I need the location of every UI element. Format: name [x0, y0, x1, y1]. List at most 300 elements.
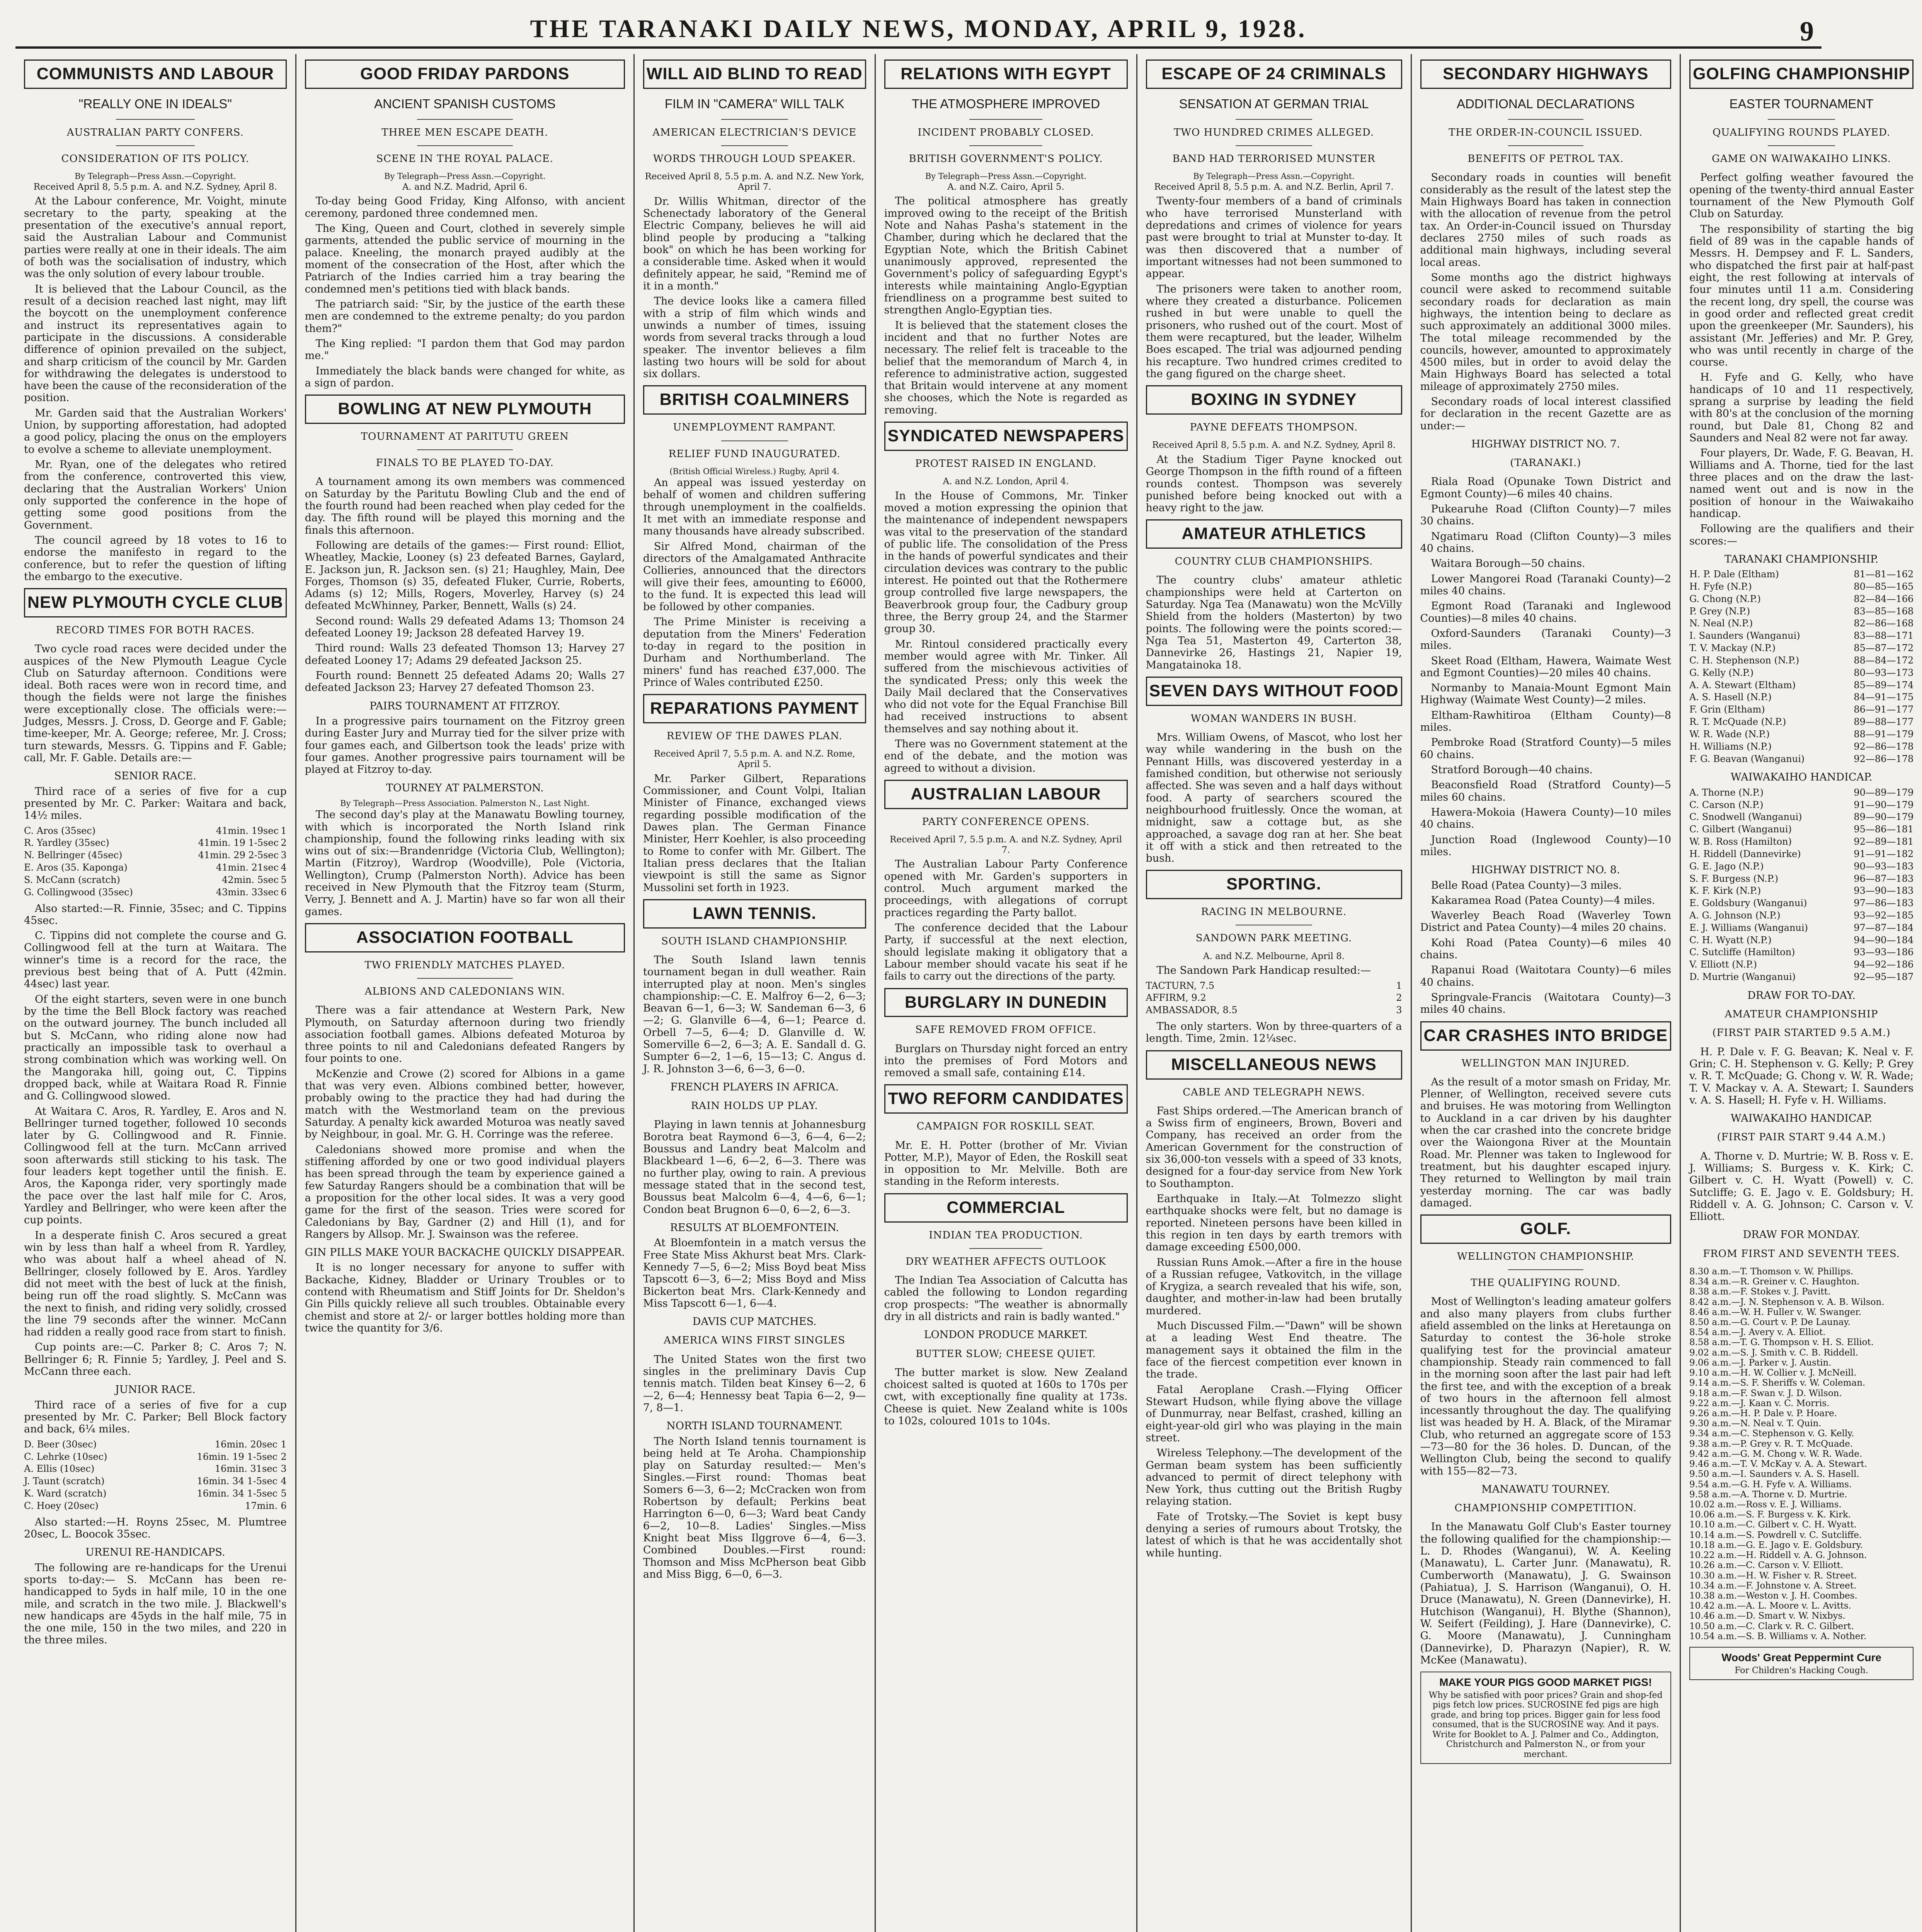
subdeck: FINALS TO BE PLAYED TO-DAY.	[376, 457, 554, 469]
rule	[417, 978, 513, 979]
subdeck: WORDS THROUGH LOUD SPEAKER.	[653, 153, 856, 165]
column-6	[1412, 54, 1681, 1932]
subdeck: AMATEUR CHAMPIONSHIP	[1725, 1009, 1878, 1020]
paragraph: Dr. Willis Whitman, director of the Schenectady laboratory of the General Electric Company, believes he will aid blind people by producing a "talking book" on which he has been working for a considerable time. Asked when it would definitely appear, he said, "Remind me of it in a month."	[643, 195, 866, 292]
subdeck: TWO FRIENDLY MATCHES PLAYED.	[364, 959, 565, 971]
list-item: Lower Mangorei Road (Taranaki County)—2 miles 40 chains.	[1420, 573, 1671, 597]
paragraph: Mr. Garden said that the Australian Workers' Union, by supporting afforestation, had adopted a good policy, placing the onus on the employers to evolve a scheme to alleviate unemployment.	[24, 407, 287, 456]
table-row: K. F. Kirk (N.P.) 93—90—183	[1689, 885, 1914, 896]
subdeck: REVIEW OF THE DAWES PLAN.	[666, 730, 843, 742]
paragraph: Sir Alfred Mond, chairman of the directors of the Amalgamated Anthracite Collieries, announced that the directors will give their fees, amounting to £6000, to the fund. It is expected this lead will be followed by other companies.	[643, 540, 866, 613]
paragraph: Wireless Telephony.—The development of the German beam system has been sufficiently advanced to permit of direct telephony with New York, thus cutting out the British Rugby relaying station.	[1146, 1447, 1402, 1508]
table-row: E. J. Williams (Wanganui) 97—87—184	[1689, 922, 1914, 933]
subdeck: AUSTRALIAN PARTY CONFERS.	[66, 127, 244, 139]
dateline: A. and N.Z. Cairo, April 5.	[947, 182, 1064, 192]
taranaki-scores-table	[1689, 568, 1913, 765]
subdeck: AMERICA WINS FIRST SINGLES	[664, 1335, 846, 1347]
subheading: TOURNEY AT PALMERSTON.	[386, 782, 544, 794]
table-row: TACTURN, 7.5 1	[1146, 980, 1402, 991]
headline-bowling: BOWLING AT NEW PLYMOUTH	[305, 395, 625, 424]
paragraph: The prisoners were taken to another room, where they created a disturbance. Policemen rushed in but were unable to quell the prisoners, who rushed out of the court. Most of them were recaptured, but the leader, Wilhelm Boes escaped. The trial was adjourned pending his recapture. Two hundred crimes credited to the gang figured on the charge sheet.	[1146, 283, 1402, 380]
dateline: A. and N.Z. London, April 4.	[943, 476, 1069, 487]
paragraph: The Prime Minister is receiving a deputation from the Miners' Federation to-day in regard to the position in Durham and Northumberland. The miners' fund has reached £37,000. The Prince of Wales contributed £250.	[643, 616, 866, 689]
advert-body: It is no longer necessary for anyone to suffer with Backache, Kidney, Bladder or Urinary Troubles or to contend with Rheumatism and Stiff Joints for Dr. Sheldon's Gin Pills quickly relieve all such troubles. Obtainable every chemist and store at 2/- or larger bottles holding more than twice the quantity for 3/6.	[305, 1262, 625, 1335]
wire-credit: By Telegraph—Press Association. Palmerston N., Last Night.	[340, 798, 590, 808]
paragraph: Perfect golfing weather favoured the opening of the twenty-third annual Easter tournament of the New Plymouth Golf Club on Saturday.	[1689, 172, 1914, 220]
rule	[116, 119, 195, 120]
column-2	[296, 54, 635, 1932]
subdeck: WELLINGTON MAN INJURED.	[1461, 1057, 1630, 1069]
rule	[417, 449, 513, 450]
advert-body: For Children's Hacking Cough.	[1735, 1665, 1868, 1675]
paragraph: It is believed that the statement closes the incident and that no further Notes are necessary. The relief felt is traceable to the belief that the memorandum of March 4, in reference to administrative action, suggested that Britain would intervene at any moment she chooses, which the Note is regarded as removing.	[884, 319, 1128, 416]
paragraph: Third race of a series of five for a cup presented by Mr. C. Parker; Bell Block factory and back, 6¼ miles.	[24, 1399, 287, 1435]
table-row: S. F. Burgess (N.P.) 96—87—183	[1689, 873, 1914, 884]
subdeck: AMERICAN ELECTRICIAN'S DEVICE	[652, 127, 857, 139]
table-row: J. Taunt (scratch) 16min. 34 1-5sec 4	[24, 1476, 287, 1487]
deck: ADDITIONAL DECLARATIONS	[1457, 96, 1635, 111]
dateline: A. and N.Z. Melbourne, April 8.	[1203, 951, 1345, 961]
paragraph: Caledonians showed more promise and when the stiffening afforded by one or two good individual players has been spread through the team by experience gained a few Saturday Rangers should be a combination that will be a proposition for the other local sides. It was a very good game for the first of the season. Tries were scored for Caledonians by Bay, Gardner (2) and Hill (1), and for Rangers by Allsop. Mr. J. Swainson was the referee.	[305, 1143, 625, 1240]
dateline: Received April 8, 5.5 p.m. A. and N.Z. New York, April 7.	[645, 172, 864, 192]
page-columns	[15, 54, 1914, 1932]
table-row: C. Aros (35sec) 41min. 19sec 1	[24, 825, 287, 836]
masthead	[15, 12, 1822, 49]
dateline: A. and N.Z. Madrid, April 6.	[402, 182, 528, 192]
list-item: Eltham-Rawhitiroa (Eltham County)—8 miles.	[1420, 709, 1671, 734]
subdeck: CABLE AND TELEGRAPH NEWS.	[1183, 1086, 1365, 1098]
table-row: W. B. Ross (Hamilton) 92—89—181	[1689, 836, 1914, 847]
headline-reparations: REPARATIONS PAYMENT	[643, 694, 866, 723]
waiwakaiho-scores-table	[1689, 787, 1913, 983]
rule	[1768, 145, 1835, 146]
table-row: S. McCann (scratch) 42min. 5sec 5	[24, 874, 287, 885]
deck: SENSATION AT GERMAN TRIAL	[1179, 96, 1369, 111]
paragraph: At Bloemfontein in a match versus the Free State Miss Akhurst beat Mrs. Clark-Kennedy 7—5, 6—2; Miss Boyd beat Miss Tapscott 6—3, 6—2; Miss Boyd and Miss Bickerton beat Mrs. Clark-Kennedy and Miss Tapscott 6—1, 6—4.	[643, 1237, 866, 1310]
paragraph: As the result of a motor smash on Friday, Mr. Plenner, of Wellington, received severe cuts and bruises. He was motoring from Wellington to Auckland in a car driven by his daughter when the car crashed into the concrete bridge over the Waiongona River at the Mountain Road. Mr. Plenner was taken to Inglewood for treatment, but his daughter escaped injury. They returned to Wellington by mail train yesterday morning. The car was badly damaged.	[1420, 1076, 1671, 1209]
list-item: 9.06 a.m.—J. Parker v. J. Austin.	[1689, 1357, 1832, 1368]
subheading: FRENCH PLAYERS IN AFRICA.	[670, 1081, 839, 1093]
table-row: G. Chong (N.P.) 82—84—166	[1689, 593, 1914, 604]
table-row: W. R. Wade (N.P.) 88—91—179	[1689, 728, 1914, 740]
table-row: AMBASSADOR, 8.5 3	[1146, 1005, 1402, 1016]
advert-box	[1420, 1672, 1671, 1764]
paragraph: The council agreed by 18 votes to 16 to endorse the manifesto in regard to the conference, but to refer the question of lifting the embargo to the executive.	[24, 534, 287, 583]
table-row: A. S. Hasell (N.P.) 84—91—175	[1689, 692, 1914, 703]
paragraph: Most of Wellington's leading amateur golfers and also many players from clubs further afield assembled on the links at Heretaunga on Saturday to contest the 36-hole stroke qualifying test for the provincial amateur championship. Steady rain commenced to fall in the morning soon after the last pair had left the first tee, and with the exception of a break of two hours in the afternoon fell almost incessantly throughout the day. The qualifying list was headed by H. A. Black, of the Miramar Club, who returned an aggregate score of 153—73—80 for the 36 holes. D. Duncan, of the Wellington Club, being the second to qualify with 155—82—73.	[1420, 1296, 1671, 1477]
list-item: 10.50 a.m.—C. Clark v. R. C. Gilbert.	[1689, 1621, 1854, 1631]
rule	[721, 119, 788, 120]
deck: EASTER TOURNAMENT	[1729, 96, 1874, 111]
rule	[721, 440, 788, 441]
newspaper-title: THE TARANAKI DAILY NEWS, MONDAY, APRIL 9, 1928.	[530, 15, 1307, 43]
headline-relations-egypt: RELATIONS WITH EGYPT	[884, 60, 1128, 89]
subdeck: CHAMPIONSHIP COMPETITION.	[1454, 1502, 1637, 1514]
subdeck: DRY WEATHER AFFECTS OUTLOOK	[906, 1255, 1107, 1267]
list-item: 9.54 a.m.—G. H. Fyfe v. A. Williams.	[1689, 1479, 1852, 1490]
advert-heading: MAKE YOUR PIGS GOOD MARKET PIGS!	[1439, 1676, 1652, 1689]
headline-golfing-championship: GOLFING CHAMPIONSHIP	[1689, 60, 1913, 89]
subdeck: TOURNAMENT AT PARITUTU GREEN	[361, 431, 569, 443]
rule	[1236, 145, 1313, 146]
paragraph: In the House of Commons, Mr. Tinker moved a motion expressing the opinion that the maintenance of independent newspapers was vital to the preservation of the standard of public life. The consolidation of the Press in the hands of powerful syndicates and their circulation devices was contrary to the public interest. He pointed out that the Rothermere group controlled five large newspapers, the Beaverbrook group four, the Cadbury group three, the Berry group 24, and the Starmer group 30.	[884, 490, 1128, 635]
table-row: C. Sutcliffe (Hamilton) 93—93—186	[1689, 947, 1914, 958]
wire-credit: (British Official Wireless.) Rugby, April 4.	[669, 466, 840, 476]
list-item: 8.42 a.m.—J. N. Stephenson v. A. B. Wilson.	[1689, 1297, 1885, 1307]
subdeck: BUTTER SLOW; CHEESE QUIET.	[916, 1348, 1096, 1360]
paragraph: In a desperate finish C. Aros secured a great win by less than half a wheel from R. Yardley, who was about half a wheel ahead of N. Bellringer, closely followed by E. Aros. Yardley did not meet with the best of luck at the finish, being run off the road slightly. S. McCann was the next to finish, and riding very solidly, crossed the line 79 seconds after the winner. McCann had ridden a really good race from start to finish.	[24, 1229, 287, 1338]
list-item: Normanby to Manaia-Mount Egmont Main Highway (Waimate West County)—2 miles.	[1420, 682, 1671, 706]
paragraph: Much Discussed Film.—"Dawn" will be shown at a leading West End theatre. The management says it obtained the film in the face of the fiercest competition ever known in the trade.	[1146, 1320, 1402, 1381]
advert-heading: GIN PILLS MAKE YOUR BACKACHE QUICKLY DISAPPEAR.	[305, 1247, 625, 1259]
subdeck: THE ORDER-IN-COUNCIL ISSUED.	[1449, 127, 1643, 139]
subdeck: PROTEST RAISED IN ENGLAND.	[915, 457, 1097, 469]
subheading: TARANAKI CHAMPIONSHIP.	[1724, 553, 1879, 565]
table-row: V. Elliott (N.P.) 94—92—186	[1689, 959, 1914, 970]
paragraph: An appeal was issued yesterday on behalf of women and children suffering through unemployment in the coalfields. It met with an immediate response and many thousands have already subscribed.	[643, 477, 866, 537]
list-item: 8.34 a.m.—R. Greiner v. C. Haughton.	[1689, 1277, 1860, 1287]
list-item: Pembroke Road (Stratford County)—5 miles 60 chains.	[1420, 736, 1671, 761]
headline-coalminers: BRITISH COALMINERS	[643, 385, 866, 415]
headline-sporting: SPORTING.	[1146, 870, 1402, 899]
table-row: G. Collingwood (35sec) 43min. 33sec 6	[24, 886, 287, 898]
list-item: Kohi Road (Patea County)—6 miles 40 chains.	[1420, 937, 1671, 961]
list-item: 9.38 a.m.—P. Grey v. R. T. McQuade.	[1689, 1439, 1853, 1449]
subheading: WAIWAKAIHO HANDICAP.	[1730, 771, 1873, 784]
rule	[721, 145, 788, 146]
table-row: G. E. Jago (N.P.) 90—93—183	[1689, 861, 1914, 872]
subheading: DRAW FOR MONDAY.	[1743, 1229, 1860, 1241]
subdeck: BENEFITS OF PETROL TAX.	[1467, 153, 1624, 165]
paragraph: Cup points are:—C. Parker 8; C. Aros 7; N. Bellringer 6; R. Finnie 5; Yardley, J. Peel and S. McCann three each.	[24, 1341, 287, 1378]
table-row: A. A. Stewart (Eltham) 85—89—174	[1689, 679, 1914, 690]
list-item: Pukearuhe Road (Clifton County)—7 miles 30 chains.	[1420, 503, 1671, 527]
headline-reform-candidates: TWO REFORM CANDIDATES	[884, 1084, 1128, 1114]
list-item: 9.34 a.m.—C. Stephenson v. G. Kelly.	[1689, 1429, 1854, 1439]
wire-credit: By Telegraph—Press Assn.—Copyright.	[384, 172, 546, 181]
paragraph: The only starters. Won by three-quarters of a length. Time, 2min. 12¼sec.	[1146, 1020, 1402, 1045]
paragraph: Some months ago the district highways council were asked to recommend suitable secondary roads for declaration as main highways, the intention being to declare as such approximately an additional 3000 miles. The total mileage recommended by the councils, however, amounted to approximately 4500 miles, but in order to avoid delay the Main Highways Board has selected a total mileage of approximately 2750 miles.	[1420, 271, 1671, 393]
subheading: JUNIOR RACE.	[115, 1384, 196, 1396]
list-item: 9.02 a.m.—S. J. Smith v. C. B. Riddell.	[1689, 1347, 1859, 1358]
paragraph: Mrs. William Owens, of Mascot, who lost her way while wandering in the bush on the Pennant Hills, was discovered yesterday in a famished condition, but otherwise not seriously affected. She was seven and a half days without food. A party of searchers scoured the neighbourhood fruitlessly. Once the woman, at midnight, saw a cottage but, as she approached, a savage dog ran at her. She beat it off with a stick and then retreated to the bush.	[1146, 731, 1402, 865]
subdeck: PARTY CONFERENCE OPENS.	[922, 816, 1090, 828]
paragraph: Following are details of the games:— First round: Elliot, Wheatley, Mackie, Looney (s) 23 defeated Barnes, Gaylard, E. Jackson jun, R. Jackson sen. (s) 21; Haughley, Main, Dee Forges, Thomson (s) 35, defeated Fluker, Currie, Roberts, Adams (s) 12; Mills, Rogers, Moverley, Harvey (s) 24 defeated McWhinney, Parker, Bennett, Walls (s) 24.	[305, 539, 625, 612]
list-item: Ngatimaru Road (Clifton County)—3 miles 40 chains.	[1420, 530, 1671, 555]
list-item: Riala Road (Opunake Town District and Egmont County)—6 miles 40 chains.	[1420, 476, 1671, 500]
table-row: C. Hoey (20sec) 17min. 6	[24, 1500, 287, 1511]
list-item: 10.06 a.m.—S. F. Burgess v. K. Kirk.	[1689, 1510, 1851, 1520]
list-item: 8.30 a.m.—T. Thomson v. W. Phillips.	[1689, 1266, 1854, 1277]
paragraph: The Sandown Park Handicap resulted:—	[1156, 964, 1371, 977]
subdeck: RAIN HOLDS UP PLAY.	[691, 1100, 818, 1112]
paragraph: There was no Government statement at the end of the debate, and the motion was agreed to without a division.	[884, 738, 1128, 774]
paragraph: Mr. E. H. Potter (brother of Mr. Vivian Potter, M.P.), Mayor of Eden, the Roskill seat in opposition to Mr. Melville. Both are standing in the Reform interests.	[884, 1139, 1128, 1188]
list-item: 10.42 a.m.—A. L. Moore v. L. Avitts.	[1689, 1601, 1851, 1611]
paragraph: The responsibility of starting the big field of 89 was in the capable hands of Messrs. H. Dempsey and F. L. Sanders, who dispatched the first pair at half-past eight, the rest following at intervals of four minutes until 11 a.m. Considering the recent long, dry spell, the course was in good order and reflected great credit upon the greenkeeper (Mr. Saunders), his assistant (Mr. Jefferies) and Mr. P. Grey, who was until recently in charge of the course.	[1689, 223, 1914, 369]
paragraph: Mr. Parker Gilbert, Reparations Commissioner, and Count Volpi, Italian Minister of Finance, exchanged views regarding possible modification of the Dawes plan. The German Finance Minister, Herr Koehler, is also proceeding to Rome to confer with Mr. Gilbert. The Italian press declares that the Italian viewpoint is still the same as Signor Mussolini set forth in 1923.	[643, 772, 866, 894]
paragraph: The second day's play at the Manawatu Bowling tourney, with which is incorporated the North Island rink championship, found the following rinks leading with six wins out of six:—Brandenridge (Victoria Club, Wellington); Martin (Fitzroy), Wardrop (Woodville), Pole (Victoria, Wellington), Crump (Palmerston North). Advice has been received in New Plymouth that the Fitzroy team (Sturm, Verry, J. Bennett and A. J. Martin) have so far won all their games.	[305, 809, 625, 918]
headline-aid-blind: WILL AID BLIND TO READ	[643, 60, 866, 89]
paragraph: Fatal Aeroplane Crash.—Flying Officer Stewart Hudson, while flying above the village of Dunmurray, near Belfast, crashed, killing an eight-year-old girl who was playing in the main street.	[1146, 1383, 1402, 1444]
list-item: Waitara Borough—50 chains.	[1431, 558, 1585, 570]
table-row: A. Thorne (N.P.) 90—89—179	[1689, 787, 1914, 798]
paragraph: A tournament among its own members was commenced on Saturday by the Paritutu Bowling Club and the end of the fourth round had been reached when play ceded for the day. The fifth round will be played this morning and the finals this afternoon.	[305, 476, 625, 536]
rule	[969, 145, 1042, 146]
paragraph: Third round: Walls 23 defeated Thomson 13; Harvey 27 defeated Looney 17; Adams 29 defeated Jackson 25.	[305, 642, 625, 667]
table-row: R. Yardley (35sec) 41min. 19 1-5sec 2	[24, 837, 287, 849]
paragraph: H. P. Dale v. F. G. Beavan; K. Neal v. F. Grin; C. H. Stephenson v. G. Kelly; P. Grey v. R. T. McQuade; G. Chong v. W. R. Wade; T. V. Mackay v. A. A. Stewart; I. Saunders v. A. S. Hasell; H. Fyfe v. H. Williams.	[1689, 1046, 1914, 1106]
rule	[1236, 119, 1313, 120]
paragraph: The country clubs' amateur athletic championships were held at Carterton on Saturday. Nga Tea (Manawatu) won the McVilly Shield from the holders (Masterton) by two points. The following were the points scored:—Nga Tea 51, Masterton 49, Carterton 38, Dannevirke 26, Hastings 21, Napier 19, Mangatainoka 18.	[1146, 574, 1402, 671]
table-row: H. Williams (N.P.) 92—86—178	[1689, 741, 1914, 752]
paragraph: Secondary roads in counties will benefit considerably as the result of the latest step the Main Highways Board has taken in connection with the allocation of revenue from the petrol tax. An Order-in-Council issued on Thursday declares 2750 miles of such roads as additional main highways, including several local areas.	[1420, 172, 1671, 269]
list-item: Waverley Beach Road (Waverley Town District and Patea County)—4 miles 20 chains.	[1420, 910, 1671, 934]
paragraph: It is believed that the Labour Council, as the result of a decision reached last night, may lift the boycott on the unemployment conference and instruct its representatives again to participate in the discussions. A considerable difference of opinion prevailed on the subject, and sharp criticism of the council by Mr. Garden for withdrawing the delegates is understood to have been the cause of the reconsideration of the position.	[24, 283, 287, 404]
list-item: 10.18 a.m.—G. E. Jago v. E. Goldsbury.	[1689, 1540, 1863, 1550]
table-row: F. G. Beavan (Wanganui) 92—86—178	[1689, 753, 1914, 764]
list-item: Stratford Borough—40 chains.	[1431, 764, 1593, 776]
list-item: Springvale-Francis (Waitotara County)—3 miles 40 chains.	[1420, 992, 1671, 1016]
paragraph: Playing in lawn tennis at Johannesburg Borotra beat Raymond 6—3, 6—4, 6—2; Boussus and Landry beat Malcolm and Blackbeard 1—6, 6—2, 6—3. There was no further play, owing to rain. A previous message stated that in the second test, Boussus beat Malcolm 6—4, 4—6, 6—1; Condon beat Brugnon 6—0, 6—2, 6—3.	[643, 1119, 866, 1216]
headline-seven-days: SEVEN DAYS WITHOUT FOOD	[1146, 677, 1402, 706]
subdeck: CONSIDERATION OF ITS POLICY.	[61, 153, 249, 165]
subdeck: WELLINGTON CHAMPIONSHIP.	[1457, 1251, 1634, 1263]
headline-miscellaneous-news: MISCELLANEOUS NEWS	[1146, 1050, 1402, 1080]
rule	[116, 145, 195, 146]
paragraph: H. Fyfe and G. Kelly, who have handicaps of 10 and 11 respectively, sprang a surprise by leading the field with 80's at the conclusion of the morning round, but Dale 81, Chong 82 and Saunders and Neal 82 were not far away.	[1689, 371, 1914, 444]
subdeck: SOUTH ISLAND CHAMPIONSHIP.	[661, 935, 848, 947]
list-item: 10.46 a.m.—D. Smart v. W. Nixbys.	[1689, 1611, 1845, 1621]
paragraph: Second round: Walls 29 defeated Adams 13; Thomson 24 defeated Looney 19; Jackson 28 defeated Harvey 19.	[305, 615, 625, 639]
junior-results-table	[24, 1439, 287, 1512]
paragraph: Immediately the black bands were changed for white, as a sign of pardon.	[305, 365, 625, 389]
table-row: R. T. McQuade (N.P.) 89—88—177	[1689, 716, 1914, 728]
headline-australian-labour: AUSTRALIAN LABOUR	[884, 780, 1128, 809]
dateline: Received April 7, 5.5 p.m. A. and N.Z. Rome, April 5.	[654, 749, 855, 770]
table-row: N. Bellringer (45sec) 41min. 29 2-5sec 3	[24, 850, 287, 861]
dateline: Received April 7, 5.5 p.m. A. and N.Z. Sydney, April 7.	[890, 835, 1122, 855]
deck: FILM IN "CAMERA" WILL TALK	[664, 96, 844, 111]
paragraph: Earthquake in Italy.—At Tolmezzo slight earthquake shocks were felt, but no damage is reported. Nineteen persons have been killed in this region in ten days by earth tremors with damage exceeding £500,000.	[1146, 1192, 1402, 1253]
paragraph: Following are the qualifiers and their scores:—	[1689, 523, 1914, 547]
subdeck: FROM FIRST AND SEVENTH TEES.	[1703, 1248, 1900, 1260]
list-item: 9.22 a.m.—J. Kaan v. C. Morris.	[1689, 1398, 1830, 1408]
list-item: Hawera-Mokoia (Hawera County)—10 miles 40 chains.	[1420, 806, 1671, 831]
subheading: LONDON PRODUCE MARKET.	[924, 1329, 1088, 1341]
rule	[417, 119, 513, 120]
paragraph: The United States won the first two singles in the preliminary Davis Cup tennis match. Tilden beat Kinsey 6—2, 6—2, 6—4; Hennessy beat Tapia 6—2, 9—7, 8—1.	[643, 1353, 866, 1414]
subdeck: WOMAN WANDERS IN BUSH.	[1191, 713, 1357, 724]
paragraph: The political atmosphere has greatly improved owing to the receipt of the British Note and Nahas Pasha's statement in the Chamber, during which he declared that the Egyptian Note, which the British Cabinet unanimously approved, represented the Government's policy of safeguarding Egypt's interests while maintaining Anglo-Egyptian friendliness on a programme best suited to strengthen Anglo-Egyptian ties.	[884, 195, 1128, 316]
table-row: C. Gilbert (Wanganui) 95—86—181	[1689, 824, 1914, 835]
subheading: RESULTS AT BLOEMFONTEIN.	[670, 1221, 839, 1234]
subdeck: SANDOWN PARK MEETING.	[1195, 932, 1352, 944]
table-row: C. H. Stephenson (N.P.) 88—84—172	[1689, 655, 1914, 666]
senior-results-table	[24, 825, 287, 899]
list-item: 9.26 a.m.—H. P. Dale v. P. Hoare.	[1689, 1408, 1837, 1419]
paragraph: Fate of Trotsky.—The Soviet is kept busy denying a series of rumours about Trotsky, the latest of which is that he was accidentally shot while hunting.	[1146, 1510, 1402, 1559]
headline-good-friday: GOOD FRIDAY PARDONS	[305, 60, 625, 89]
paragraph: Secondary roads of local interest classified for declaration in the recent Gazette are as under:—	[1420, 396, 1671, 432]
list-item: 10.54 a.m.—S. B. Williams v. A. Nother.	[1689, 1631, 1867, 1641]
paragraph: Also started:—R. Finnie, 35sec; and C. Tippins 45sec.	[24, 902, 287, 927]
paragraph: McKenzie and Crowe (2) scored for Albions in a game that was very even. Albions combined better, however, probably owing to the practice they had had during the match with the Westmorland team on the previous Saturday. A penalty kick awarded Moturoa was neatly saved by Neighbour, in goal. Mr. G. H. Corringe was the referee.	[305, 1068, 625, 1141]
list-item: 9.30 a.m.—N. Neal v. T. Quin.	[1689, 1418, 1822, 1429]
paragraph: Of the eight starters, seven were in one bunch by the time the Bell Block factory was reached on the outward journey. The bunch included all but S. McCann, who riding alone now had practically an impossible task to overhaul a strong combination which was working well. On the Mangoraka hill, going out, C. Tippins dropped back, while at Waitara Road R. Finnie and G. Collingwood slowed.	[24, 993, 287, 1102]
table-row: C. Lehrke (10sec) 16min. 19 1-5sec 2	[24, 1451, 287, 1462]
list-item: 10.02 a.m.—Ross v. E. J. Williams.	[1689, 1499, 1842, 1510]
list-item: 10.34 a.m.—F. Johnstone v. A. Street.	[1689, 1580, 1857, 1591]
table-row: E. Goldsbury (Wanganui) 97—86—183	[1689, 898, 1914, 909]
list-item: 9.42 a.m.—G. M. Chong v. W. R. Wade.	[1689, 1449, 1862, 1459]
dateline: Received April 8, 5.5 p.m. A. and N.Z. Sydney, April 8.	[1152, 440, 1396, 451]
table-row: N. Neal (N.P.) 82—86—168	[1689, 618, 1914, 629]
subdeck: COUNTRY CLUB CHAMPIONSHIPS.	[1175, 556, 1373, 568]
list-item: 10.22 a.m.—H. Riddell v. A. G. Johnson.	[1689, 1550, 1867, 1561]
wire-credit: By Telegraph—Press Assn.—Copyright.	[925, 172, 1087, 181]
subdeck: INCIDENT PROBABLY CLOSED.	[918, 127, 1094, 139]
column-4	[876, 54, 1137, 1932]
subdeck: SAFE REMOVED FROM OFFICE.	[915, 1024, 1096, 1036]
subdeck: RACING IN MELBOURNE.	[1201, 906, 1347, 918]
subdeck: THE QUALIFYING ROUND.	[1471, 1277, 1621, 1289]
list-item: 8.54 a.m.—J. Avery v. A. Elliot.	[1689, 1327, 1826, 1338]
subheading: WAIWAKAIHO HANDICAP.	[1730, 1112, 1873, 1125]
subdeck: GAME ON WAIWAKAIHO LINKS.	[1712, 153, 1891, 165]
list-item: 10.10 a.m.—C. Gilbert v. C. H. Wyatt.	[1689, 1520, 1857, 1530]
subdeck: (FIRST PAIR STARTED 9.5 A.M.)	[1712, 1027, 1891, 1039]
wire-credit: By Telegraph—Press Assn.—Copyright.	[75, 172, 236, 181]
table-row: K. Ward (scratch) 16min. 34 1-5sec 5	[24, 1488, 287, 1499]
list-item: 8.46 a.m.—W. H. Fuller v. W. Swanger.	[1689, 1307, 1862, 1317]
rule	[1768, 119, 1835, 120]
subdeck: TWO HUNDRED CRIMES ALLEGED.	[1173, 127, 1374, 139]
headline-boxing: BOXING IN SYDNEY	[1146, 385, 1402, 415]
table-row: C. Carson (N.P.) 91—90—179	[1689, 799, 1914, 810]
paragraph: In a progressive pairs tournament on the Fitzroy green during Easter Jury and Murray tied for the silver prize with four games each, and Gilbertson took the leads' prize with four games. Another progressive pairs tournament will be played at Fitzroy to-day.	[305, 715, 625, 776]
list-item: 9.46 a.m.—T. V. McKay v. A. A. Stewart.	[1689, 1459, 1867, 1469]
paragraph: Fourth round: Bennett 25 defeated Adams 20; Walls 27 defeated Jackson 23; Harvey 27 defeated Thomson 23.	[305, 670, 625, 694]
deck: ANCIENT SPANISH CUSTOMS	[374, 96, 556, 111]
headline-amateur-athletics: AMATEUR ATHLETICS	[1146, 519, 1402, 549]
paragraph: Mr. Ryan, one of the delegates who retired from the conference, controverted this view, declaring that the Australian Workers' Union only supported the conference in the hope of getting some good positions from the Government.	[24, 459, 287, 531]
paragraph: Burglars on Thursday night forced an entry into the premises of Ford Motors and removed a small safe, containing £14.	[884, 1043, 1128, 1079]
paragraph: Fast Ships ordered.—The American branch of a Swiss firm of engineers, Brown, Boveri and Company, has received an order from the American Government for the construction of six 36,000-ton vessels with a speed of 33 knots, designed for a four-day service from New York to Southampton.	[1146, 1105, 1402, 1190]
list-item: Belle Road (Patea County)—3 miles.	[1431, 879, 1622, 891]
subdeck: (TARANAKI.)	[1510, 457, 1582, 469]
paragraph: Also started:—H. Royns 25sec, M. Plumtree 20sec, L. Boocok 35sec.	[24, 1516, 287, 1540]
paragraph: There was a fair attendance at Western Park, New Plymouth, on Saturday afternoon during two friendly association football games. Albions defeated Moturoa by three points to nil and Caledonians defeated Rangers by four points to one.	[305, 1004, 625, 1065]
table-row: F. Grin (Eltham) 86—91—177	[1689, 704, 1914, 715]
rule	[1508, 1269, 1583, 1270]
subdeck: UNEMPLOYMENT RAMPANT.	[673, 422, 836, 434]
advert-box	[1689, 1647, 1913, 1680]
table-row: D. Murtrie (Wanganui) 92—95—187	[1689, 971, 1914, 983]
list-item: 10.26 a.m.—C. Carson v. V. Elliott.	[1689, 1560, 1844, 1571]
headline-cycle-club: NEW PLYMOUTH CYCLE CLUB	[24, 588, 287, 617]
list-item: Rapanui Road (Waitotara County)—6 miles 40 chains.	[1420, 964, 1671, 988]
paragraph: Third race of a series of five for a cup presented by Mr. C. Parker: Waitara and back, 14½ miles.	[24, 785, 287, 822]
table-row: AFFIRM, 9.2 2	[1146, 992, 1402, 1003]
headline-lawn-tennis: LAWN TENNIS.	[643, 899, 866, 929]
headline-communists-labour: COMMUNISTS AND LABOUR	[24, 60, 287, 89]
paragraph: To-day being Good Friday, King Alfonso, with ancient ceremony, pardoned three condemned men.	[305, 195, 625, 219]
table-row: I. Saunders (Wanganui) 83—88—171	[1689, 630, 1914, 641]
racing-results-table	[1146, 980, 1402, 1017]
paragraph: At the Stadium Tiger Payne knocked out George Thompson in the fifth round of a fifteen rounds contest. Thompson was severely punished before being knocked out with a heavy right to the jaw.	[1146, 453, 1402, 514]
subdeck: RELIEF FUND INAUGURATED.	[668, 448, 841, 460]
subdeck: SCENE IN THE ROYAL PALACE.	[376, 153, 554, 165]
subdeck: QUALIFYING ROUNDS PLAYED.	[1712, 127, 1891, 139]
paragraph: The Australian Labour Party Conference opened with Mr. Garden's supporters in control. Much argument marked the proceedings, with allegations of corrupt practices regarding the Party ballot.	[884, 858, 1128, 919]
subdeck: ALBIONS AND CALEDONIANS WIN.	[364, 986, 565, 998]
monday-draw-list	[1689, 1267, 1913, 1641]
table-row: C. H. Wyatt (N.P.) 94—90—184	[1689, 934, 1914, 946]
advert-body: Why be satisfied with poor prices? Grain and shop-fed pigs fetch low prices. SUCROSINE fed pigs are high grade, and bring top prices. Bigger gain for less food consumed, that is the SUCROSINE way. And it pays. Write for Booklet to A. J. Palmer and Co., Addington, Christchurch and Palmerston N., or from your merchant.	[1428, 1690, 1663, 1759]
paragraph: The King, Queen and Court, clothed in severely simple garments, attended the public service of mourning in the palace. Kneeling, the monarch prayed audibly at the moment of the consecration of the Host, after which the Patriarch of the Indies carried him a tray bearing the condemned men's petitions tied with black bands.	[305, 223, 625, 295]
paragraph: Mr. Rintoul considered practically every member would agree with Mr. Tinker. All suffered from the mischievous activities of the syndicated Press; only this week the Daily Mail declared that the Conservatives who did not vote for the Equal Franchise Bill had received instructions to absent themselves and say nothing about it.	[884, 638, 1128, 735]
subheading: URENUI RE-HANDICAPS.	[85, 1546, 225, 1559]
list-item: 10.30 a.m.—H. W. Fisher v. R. Street.	[1689, 1570, 1857, 1581]
table-row: H. Fyfe (N.P.) 80—85—165	[1689, 581, 1914, 592]
table-row: D. Beer (30sec) 16min. 20sec 1	[24, 1439, 287, 1450]
paragraph: Two cycle road races were decided under the auspices of the New Plymouth League Cycle Club on Saturday afternoon. Conditions were ideal. Both races were won in record time, and though the fields were not large the finishes were exceptionally close. The officials were:—Judges, Messrs. J. Cross, D. George and F. Gable; time-keeper, Mr. A. George; referee, Mr. J. Cross; turn stewards, Messrs. G. Tippins and F. Gable; call, Mr. F. Gable. Details are:—	[24, 643, 287, 764]
subheading: HIGHWAY DISTRICT NO. 8.	[1471, 864, 1620, 876]
table-row: T. V. Mackay (N.P.) 85—87—172	[1689, 643, 1914, 654]
deck: "REALLY ONE IN IDEALS"	[78, 96, 232, 111]
table-row: A. G. Johnson (N.P.) 93—92—185	[1689, 910, 1914, 921]
headline-association-football: ASSOCIATION FOOTBALL	[305, 923, 625, 952]
list-item: 8.38 a.m.—F. Stokes v. J. Pavitt.	[1689, 1287, 1831, 1297]
rule	[969, 119, 1042, 120]
headline-golf: GOLF.	[1420, 1214, 1671, 1244]
paragraph: The South Island lawn tennis tournament began in dull weather. Rain interrupted play at noon. Men's singles championship:—C. E. Malfroy 6—2, 6—3; Beavan 6—1, 6—3; W. Sandeman 6—3, 6—2; G. Glanville 6—4, 6—1; Pearce d. Orbell 7—5, 6—4; D. Glanville d. W. Somerville 6—2, 6—3; A. E. Sandall d. G. Sumpter 6—2, 1—6, 15—13; C. Angus d. J. R. Johnston 3—6, 6—3, 6—0.	[643, 954, 866, 1075]
subheading: SENIOR RACE.	[114, 770, 196, 782]
dateline: Received April 8, 5.5 p.m. A. and N.Z. Sydney, April 8.	[33, 182, 277, 192]
list-item: Egmont Road (Taranaki and Inglewood Counties)—8 miles 40 chains.	[1420, 600, 1671, 624]
subdeck: CAMPAIGN FOR ROSKILL SEAT.	[916, 1121, 1095, 1133]
rule	[969, 1248, 1042, 1249]
table-row: A. Ellis (10sec) 16min. 31sec 3	[24, 1463, 287, 1475]
subdeck: (FIRST PAIR START 9.44 A.M.)	[1717, 1131, 1886, 1143]
subdeck: THREE MEN ESCAPE DEATH.	[381, 127, 548, 139]
list-item: Beaconsfield Road (Stratford County)—5 miles 60 chains.	[1420, 779, 1671, 803]
headline-commercial: COMMERCIAL	[884, 1193, 1128, 1223]
dateline: Received April 8, 5.5 p.m. A. and N.Z. Berlin, April 7.	[1154, 182, 1394, 192]
paragraph: Twenty-four members of a band of criminals who have terrorised Munsterland with depredations and crimes of violence for years past were brought to trial at Munster to-day. It was then discovered that a number of important witnesses had not been summoned to appear.	[1146, 195, 1402, 280]
rule	[417, 145, 513, 146]
list-item: Oxford-Saunders (Taranaki County)—3 miles.	[1420, 627, 1671, 652]
paragraph: In the Manawatu Golf Club's Easter tourney the following qualified for the championship:—L. D. Rhodes (Wanganui), W. A. Keeling (Manawatu), L. Carter Junr. (Manawatu), R. Cumberworth (Manawatu), J. G. Swainson (Pahiatua), J. S. Harrison (Wanganui), O. H. Druce (Manawatu), N. Green (Dannevirke), H. Hutchison (Wanganui), H. Blythe (Shannon), W. Seifert (Feilding), J. Hare (Dannevirke), C. G. Moore (Manawatu), J. Cunningham (Dannevirke), D. Pharazyn (Napier), R. W. McKee (Manawatu).	[1420, 1521, 1671, 1666]
column-7	[1681, 54, 1922, 1932]
paragraph: The device looks like a camera filled with a strip of film which winds and unwinds a number of times, issuing words from several tracks through a loud speaker. The inventor believes a film lasting two hours will be sold for about six dollars.	[643, 295, 866, 380]
subheading: DRAW FOR TO-DAY.	[1747, 989, 1856, 1002]
advert-heading: Woods' Great Peppermint Cure	[1721, 1651, 1881, 1664]
list-item: 9.14 a.m.—S. F. Sheriffs v. W. Coleman.	[1689, 1378, 1866, 1388]
paragraph: A. Thorne v. D. Murtrie; W. B. Ross v. E. J. Williams; S. Burgess v. K. Kirk; C. Gilbert v. C. H. Wyatt (Powell) v. C. Sutcliffe; G. E. Jago v. E. Goldsbury; H. Riddell v. A. G. Johnson; C. Carson v. V. Elliott.	[1689, 1150, 1914, 1223]
headline-burglary: BURGLARY IN DUNEDIN	[884, 988, 1128, 1017]
paragraph: The patriarch said: "Sir, by the justice of the earth these men are condemned to the extreme penalty; do you pardon them?"	[305, 298, 625, 335]
headline-syndicated-newspapers: SYNDICATED NEWSPAPERS	[884, 422, 1128, 451]
table-row: E. Aros (35. Kaponga) 41min. 21sec 4	[24, 862, 287, 873]
list-item: Kakaramea Road (Patea County)—4 miles.	[1431, 894, 1655, 906]
column-3	[635, 54, 876, 1932]
subheading: MANAWATU TOURNEY.	[1481, 1483, 1610, 1496]
paragraph: At the Labour conference, Mr. Voight, minute secretary to the party, speaking at the presentation of the executive's annual report, said the Australian Labour and Communist parties were really at one in their ideals. The aim of both was the socialisation of industry, which was the only solution of every labour trouble.	[24, 195, 287, 280]
table-row: C. Snodwell (Wanganui) 89—90—179	[1689, 811, 1914, 823]
list-item: 9.58 a.m.—A. Thorne v. D. Murtrie.	[1689, 1489, 1847, 1500]
